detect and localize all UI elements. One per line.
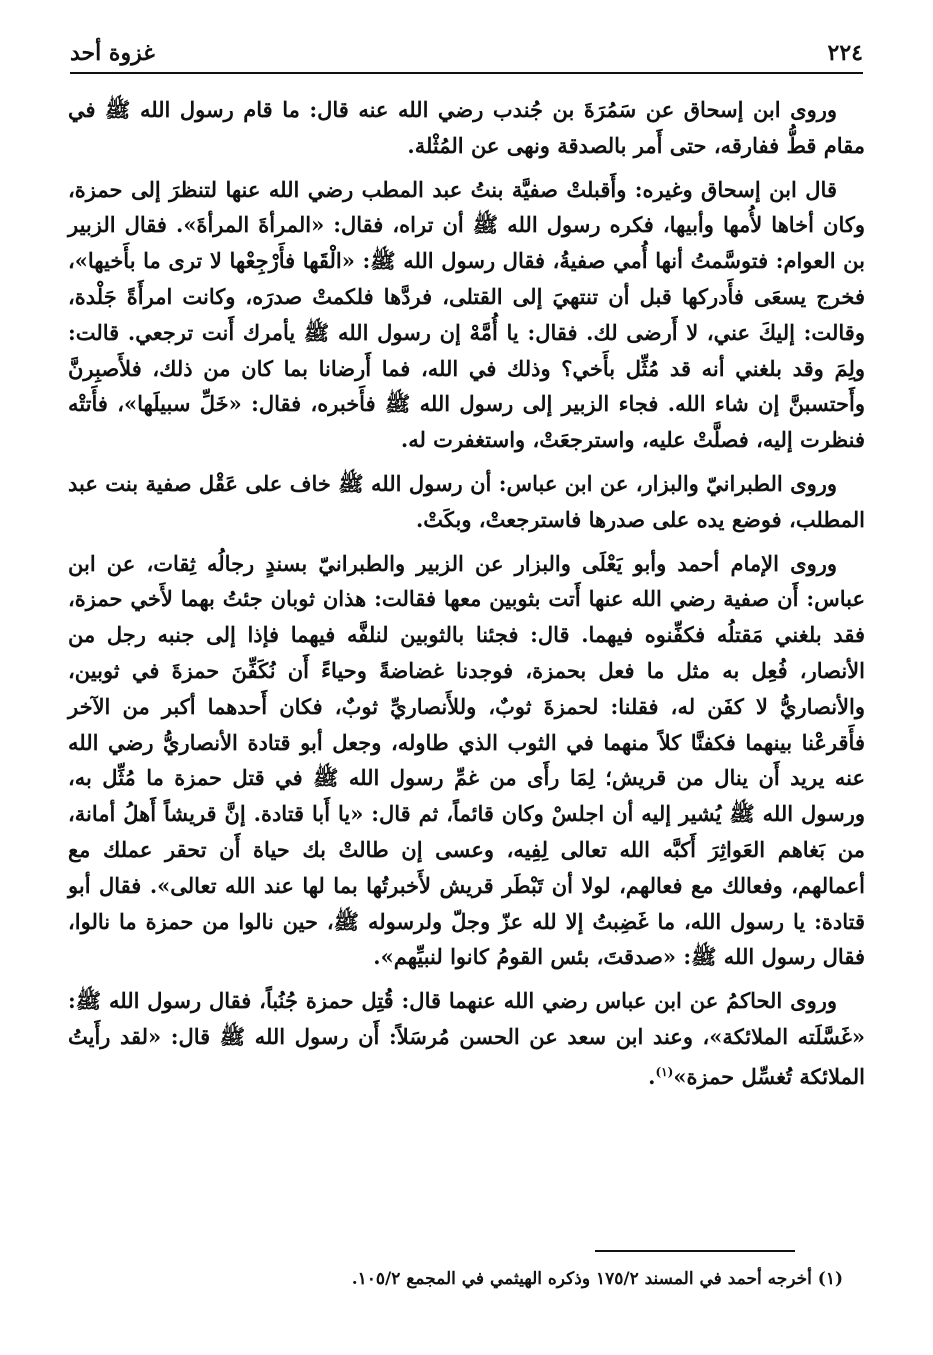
paragraph: وروى الإمام أحمد وأبو يَعْلَى والبزار عن الزبير والطبرانيّ بسندٍ رجالُه ثِقات، عن ابن عباس: أَن صفية رضي الله عنها أَتت بثوبين معها فقالت: هذان ثوبان جئتُ بهما لأَخي حمزة، فقد بلغني مَقتلُه فكفِّنوه فيهما. قال: فجئنا بالثوبين لنلفَّه فيهما فإذا إلى جنبه رجل من الأنصار، فُعِل به مثل ما فعل بحمزة، فوجدنا غضاضةً وحياءً أَن نُكَفِّنَ حمزةَ في ثوبين، والأنصاريُّ لا كفَن له، فقلنا: لحمزةَ ثوبٌ، وللأَنصاريِّ ثوبٌ، فكان أَحدهما أكبر من الآخر فأَقرعْنا بينهما فكفنَّا كلاً منهما في الثوب الذي طاوله، وجعل أبو قتادة الأنصاريُّ رضي الله عنه يريد أَن ينال من قريش؛ لِمَا رأَى من غمِّ رسول الله ﷺ في قتل حمزة ما مُثِّل به، ورسول الله ﷺ يُشير إليه أن اجلسْ وكان قائماً، ثم قال: «يا أَبا قتادة. إنَّ قريشاً أَهلُ أمانة، من بَغاهم العَواثِرَ أَكبَّه الله تعالى لِفِيه، وعسى إن طالتْ بك حياة أَن تحقر عملك مع أعمالهم، وفعالك مع فعالهم، لولا أن تَبْطَر قريش لأَخبرتُها بما لها عند الله تعالى». فقال أبو قتادة: يا رسول الله، ما غَضِبتُ إلا لله عزّ وجلّ ولرسوله ﷺ، حين نالوا من حمزة ما نالوا، فقال رسول الله ﷺ: «صدقتَ، بئس القومُ كانوا لنبيِّهم». <box>68 550 865 970</box>
page-number: ٢٢٤ <box>827 40 863 66</box>
page-header <box>70 30 863 74</box>
footnote-ref: (١) <box>655 1064 674 1079</box>
footnote: (١) أخرجه أحمد في المسند ١٧٥/٢ وذكره الهيثمي في المجمع ١٠٥/٢. <box>351 1269 843 1289</box>
footnote-divider <box>595 1250 795 1252</box>
paragraph-last: وروى الحاكمُ عن ابن عباس رضي الله عنهما قال: قُتِل حمزة جُنُباً، فقال رسول الله ﷺ: «غَسَّلَته الملائكة»، وعند ابن سعد عن الحسن مُرسَلاً: أَن رسول الله ﷺ قال: «لقد رأَيتُ الملائكة تُغسِّل حمزة»$^{(١)}$. <box>68 988 865 1089</box>
paragraph: وروى الطبرانيّ والبزار، عن ابن عباس: أن رسول الله ﷺ خاف على عَقْل صفية بنت عبد المطلب، فوضع يده على صدرها فاسترجعتْ، وبكَتْ. <box>68 470 865 532</box>
running-title: غزوة أحد <box>70 40 155 66</box>
paragraph: قال ابن إسحاق وغيره: وأَقبلتْ صفيَّة بنتُ عبد المطب رضي الله عنها لتنظرَ إلى حمزة، وكان أخاها لأُمها وأبيها، فكره رسول الله ﷺ أن تراه، فقال: «المرأةَ المرأةَ». فقال الزبير بن العوام: فتوسَّمتُ أنها أُمي صفيةُ، فقال رسول الله ﷺ: «الْقَها فأَرْجِعْها لا ترى ما بأَخيها»، فخرج يسعَى فأَدركها قبل أن تنتهيَ إلى القتلى، فردَّها فلكمتْ صدرَه، وكانت امرأَةً جَلْدة، وقالت: إليكَ عني، لا أَرضى لك. فقال: يا أُمَّهْ إن رسول الله ﷺ يأمرك أَنت ترجعي. قالت: ولِمَ وقد بلغني أنه قد مُثِّل بأَخي؟ وذلك في الله، فما أَرضانا بما كان من ذلك، فلأَصبِرنَّ وأَحتسبنَّ إن شاء الله. فجاء الزبير إلى رسول الله ﷺ فأَخبره، فقال: «خَلِّ سبيلَها»، فأَتتْه فنظرت إليه، فصلَّتْ عليه، واسترجعَتْ، واستغفرت له. <box>68 176 865 453</box>
paragraph: وروى ابن إسحاق عن سَمُرَةَ بن جُندب رضي الله عنه قال: ما قام رسول الله ﷺ في مقام قطُّ ففارقه، حتى أَمر بالصدقة ونهى عن المُثْلة. <box>68 97 865 158</box>
body-text <box>68 92 865 1103</box>
paragraph-text: وروى الحاكمُ عن ابن عباس رضي الله عنهما قال: قُتِل حمزة جُنُباً، فقال رسول الله ﷺ: «غَسَّلَته الملائكة»، وعند ابن سعد عن الحسن مُرسَلاً: أَن رسول الله ﷺ قال: «لقد رأَيتُ الملائكة تُغسِّل حمزة» <box>68 988 865 1089</box>
